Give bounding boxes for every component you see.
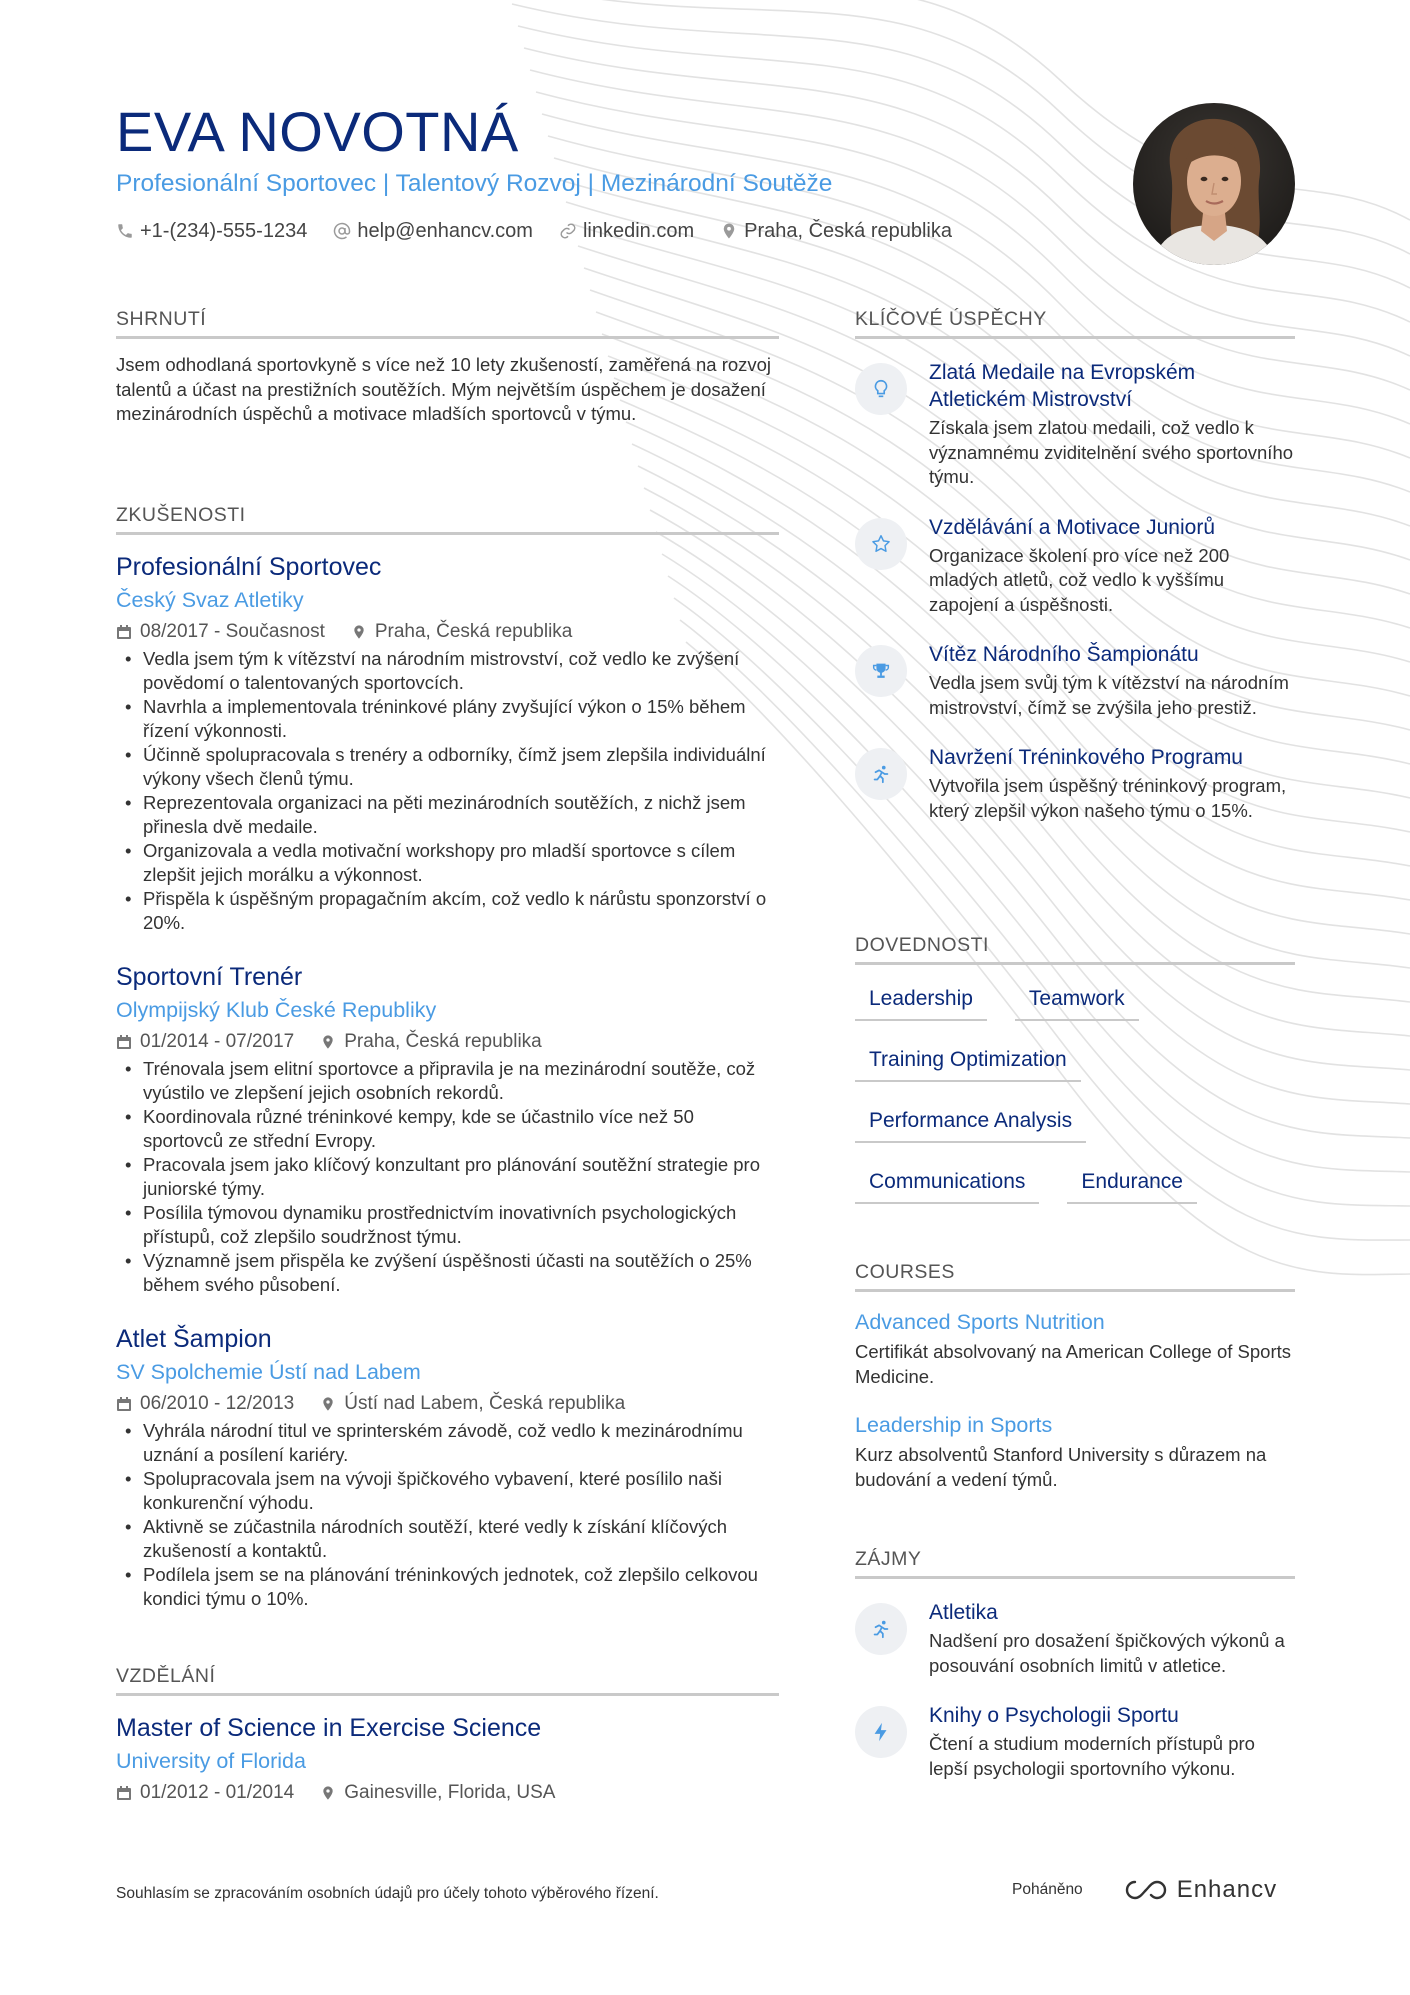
- course-title[interactable]: Leadership in Sports: [855, 1413, 1053, 1437]
- bullet-item: • Spolupracovala jsem na vývoji špičkového vybavení, které posílilo naši konkurenční výhodu.: [116, 1467, 779, 1515]
- skills-heading: DOVEDNOSTI: [855, 932, 1295, 965]
- school-name[interactable]: University of Florida: [116, 1749, 306, 1773]
- bullet-item: • Přispěla k úspěšným propagačním akcím, což vedlo k nárůstu sponzorství o 20%.: [116, 887, 779, 935]
- achievement-item: [855, 359, 1295, 490]
- contact-email[interactable]: [333, 218, 533, 244]
- achievement-desc: Vytvořila jsem úspěšný tréninkový program, který zlepšil výkon našeho týmu o 15%.: [929, 775, 1287, 821]
- job-entry: [116, 961, 779, 1297]
- bullet-item: • Reprezentovala organizaci na pěti mezinárodních soutěžích, z nichž jsem přinesla dvě medaile.: [116, 791, 779, 839]
- calendar-icon: [116, 1785, 132, 1801]
- experience-heading: ZKUŠENOSTI: [116, 502, 779, 535]
- link-icon: [559, 222, 577, 240]
- job-bullets: [116, 647, 779, 935]
- achievements-heading: KLÍČOVÉ ÚSPĚCHY: [855, 306, 1295, 339]
- achievement-desc: Organizace školení pro více než 200 mladých atletů, což vedlo k vyššímu zapojení a úspěšnosti.: [929, 544, 1230, 615]
- running-icon: [855, 1603, 907, 1655]
- interest-desc: Nadšení pro dosažení špičkových výkonů a posouvání osobních limitů v atletice.: [929, 1630, 1285, 1676]
- job-meta: [116, 1029, 779, 1055]
- bullet-item: • Organizovala a vedla motivační workshopy pro mladší sportovce s cílem zlepšit jejich morálku a výkonnost.: [116, 839, 779, 887]
- skills-list: [855, 977, 1295, 1221]
- running-icon: [855, 748, 907, 800]
- linkedin-text: linkedin.com: [582, 220, 695, 242]
- powered-by: [1012, 1876, 1277, 1904]
- location-pin-icon: [320, 1396, 336, 1412]
- summary-section: [116, 306, 779, 427]
- achievement-desc: Získala jsem zlatou medaili, což vedlo k významnému zviditelnění svého sportovního týmu.: [929, 417, 1294, 487]
- powered-label: Poháněno: [1012, 1881, 1083, 1898]
- job-entry: [116, 551, 779, 935]
- trophy-icon: [855, 645, 907, 697]
- achievement-title: Navržení Tréninkového Programu: [929, 746, 1243, 769]
- achievement-item: [855, 514, 1295, 618]
- calendar-icon: [116, 1396, 132, 1412]
- location-pin-icon: [351, 624, 367, 640]
- education-section: [116, 1663, 779, 1806]
- bullet-item: • Vyhrála národní titul ve sprinterském závodě, což vedlo k mezinárodnímu uznání a posílení kariéry.: [116, 1419, 779, 1467]
- interest-item: [855, 1599, 1295, 1678]
- course-desc: Kurz absolventů Stanford University s důrazem na budování a vedení týmů.: [855, 1444, 1267, 1490]
- job-title: Sportovní Trenér: [116, 963, 303, 991]
- skill-tag: Training Optimization: [855, 1038, 1081, 1082]
- job-bullets: [116, 1057, 779, 1297]
- contact-phone[interactable]: [116, 218, 307, 244]
- bullet-item: • Posílila týmovou dynamiku prostřednictvím inovativních psychologických přístupů, což zlepšilo soudržnost týmu.: [116, 1201, 779, 1249]
- bullet-item: • Aktivně se zúčastnila národních soutěží, které vedly k získání klíčových zkušeností a kontaktů.: [116, 1515, 779, 1563]
- enhancv-logo[interactable]: [1123, 1876, 1277, 1904]
- profile-photo: [1133, 103, 1295, 265]
- at-icon: [333, 222, 351, 240]
- bullet-item: • Podílela jsem se na plánování tréninkových jednotek, což zlepšilo celkovou kondici týmu o 10%.: [116, 1563, 779, 1611]
- summary-text: Jsem odhodlaná sportovkyně s více než 10 lety zkušeností, zaměřená na rozvoj talentů a účast na prestižních soutěžích. Mým největším úspěchem je dosažení mezinárodních úspěchů a motivace mladších sportovců v týmu.: [116, 354, 772, 424]
- achievements-section: [855, 306, 1295, 823]
- location-text: Praha, Česká republika: [744, 220, 952, 242]
- job-title: Atlet Šampion: [116, 1325, 272, 1353]
- contact-linkedin[interactable]: [559, 218, 694, 244]
- job-title: Profesionální Sportovec: [116, 553, 382, 581]
- courses-heading: COURSES: [855, 1259, 1295, 1292]
- job-dates: 01/2014 - 07/2017: [140, 1031, 295, 1052]
- job-location: Praha, Česká republika: [344, 1031, 542, 1052]
- interest-title: Atletika: [929, 1601, 998, 1624]
- location-pin-icon: [720, 222, 738, 240]
- skill-tag: Endurance: [1067, 1160, 1197, 1204]
- contact-location: [720, 218, 952, 244]
- summary-heading: SHRNUTÍ: [116, 306, 779, 339]
- skills-section: [855, 932, 1295, 1221]
- lightbulb-icon: [855, 363, 907, 415]
- job-company[interactable]: SV Spolchemie Ústí nad Labem: [116, 1360, 421, 1384]
- achievement-item: [855, 744, 1295, 823]
- courses-section: [855, 1259, 1295, 1492]
- degree-title: Master of Science in Exercise Science: [116, 1714, 542, 1742]
- job-company[interactable]: Český Svaz Atletiky: [116, 588, 304, 612]
- skill-tag: Performance Analysis: [855, 1099, 1086, 1143]
- email-text: help@enhancv.com: [357, 220, 533, 242]
- course-desc: Certifikát absolvovaný na American College of Sports Medicine.: [855, 1341, 1291, 1387]
- job-entry: [116, 1323, 779, 1611]
- bullet-item: • Účinně spolupracovala s trenéry a odborníky, čímž jsem zlepšila individuální výkony všech členů týmu.: [116, 743, 779, 791]
- achievement-desc: Vedla jsem svůj tým k vítězství na národním mistrovství, čímž se zvýšila jeho prestiž.: [929, 672, 1289, 718]
- experience-section: [116, 502, 779, 1611]
- skill-tag: Teamwork: [1015, 977, 1139, 1021]
- contact-list: [116, 218, 1016, 244]
- achievement-title: Vítěz Národního Šampionátu: [929, 643, 1199, 666]
- phone-text: +1-(234)-555-1234: [140, 220, 308, 242]
- education-heading: VZDĚLÁNÍ: [116, 1663, 779, 1696]
- education-location: Gainesville, Florida, USA: [344, 1782, 556, 1803]
- calendar-icon: [116, 1034, 132, 1050]
- skill-tag: Leadership: [855, 977, 987, 1021]
- location-pin-icon: [320, 1785, 336, 1801]
- bullet-item: • Významně jsem přispěla ke zvýšení úspěšnosti účasti na soutěžích o 25% během svého působení.: [116, 1249, 779, 1297]
- interest-title: Knihy o Psychologii Sportu: [929, 1704, 1179, 1727]
- achievement-title: Zlatá Medaile na Evropském Atletickém Mistrovství: [929, 361, 1196, 411]
- interests-section: [855, 1546, 1295, 1781]
- education-dates: 01/2012 - 01/2014: [140, 1782, 295, 1803]
- achievement-title: Vzdělávání a Motivace Juniorů: [929, 515, 1215, 539]
- lightning-icon: [855, 1706, 907, 1758]
- star-icon: [855, 518, 907, 570]
- location-pin-icon: [320, 1034, 336, 1050]
- job-dates: 06/2010 - 12/2013: [140, 1393, 295, 1414]
- job-location: Ústí nad Labem, Česká republika: [344, 1393, 626, 1414]
- consent-text: Souhlasím se zpracováním osobních údajů pro účely tohoto výběrového řízení.: [116, 1885, 659, 1902]
- job-meta: [116, 619, 779, 645]
- job-location: Praha, Česká republika: [374, 621, 573, 642]
- phone-icon: [116, 222, 134, 240]
- bullet-item: • Trénovala jsem elitní sportovce a připravila je na mezinárodní soutěže, což vyústilo ve zlepšení jejich osobních rekordů.: [116, 1057, 779, 1105]
- bullet-item: • Vedla jsem tým k vítězství na národním mistrovství, což vedlo ke zvýšení povědomí o talentovaných sportovcích.: [116, 647, 779, 695]
- bullet-item: • Koordinovala různé tréninkové kempy, kde se účastnilo více než 50 sportovců ze střední Evropy.: [116, 1105, 779, 1153]
- bullet-item: • Pracovala jsem jako klíčový konzultant pro plánování soutěžní strategie pro juniorské týmy.: [116, 1153, 779, 1201]
- bullet-item: • Navrhla a implementovala tréninkové plány zvyšující výkon o 15% během řízení výkonnosti.: [116, 695, 779, 743]
- job-company[interactable]: Olympijský Klub České Republiky: [116, 998, 437, 1022]
- job-dates: 08/2017 - Současnost: [140, 621, 325, 642]
- course-title[interactable]: Advanced Sports Nutrition: [855, 1310, 1105, 1334]
- interest-item: [855, 1702, 1295, 1781]
- job-meta: [116, 1391, 779, 1417]
- interest-desc: Čtení a studium moderních přístupů pro lepší psychologii sportovního výkonu.: [929, 1733, 1255, 1779]
- brand-name: Enhancv: [1176, 1876, 1278, 1903]
- job-bullets: [116, 1419, 779, 1611]
- resume-header: [116, 100, 1016, 244]
- infinity-icon: [1123, 1878, 1169, 1902]
- interests-heading: ZÁJMY: [855, 1546, 1295, 1579]
- education-meta: [116, 1780, 779, 1806]
- candidate-name: EVA NOVOTNÁ: [116, 100, 519, 163]
- candidate-headline: Profesionální Sportovec | Talentový Rozvoj | Mezinárodní Soutěže: [116, 170, 833, 197]
- achievement-item: [855, 641, 1295, 720]
- skill-tag: Communications: [855, 1160, 1039, 1204]
- calendar-icon: [116, 624, 132, 640]
